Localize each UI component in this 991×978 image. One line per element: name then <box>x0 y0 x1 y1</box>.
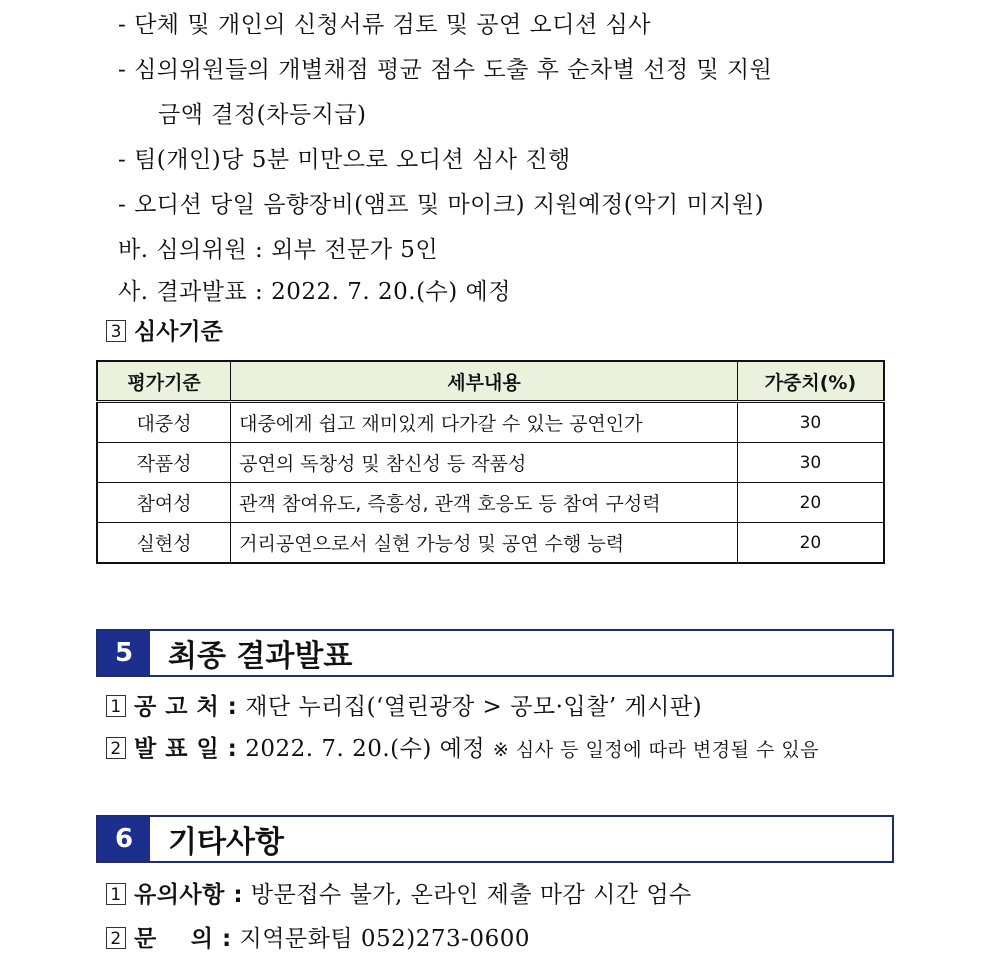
cell-weight: 20 <box>737 523 884 564</box>
col-header-weight: 가중치(%) <box>737 361 884 402</box>
number-box-2: 2 <box>106 927 126 949</box>
section-5-header <box>96 629 894 677</box>
section-6-item-contact <box>106 924 530 954</box>
table-row <box>97 523 884 564</box>
schedule-change-note: ※ 심사 등 일정에 따라 변경될 수 있음 <box>492 739 820 761</box>
table-row <box>97 483 884 523</box>
value-notes: 방문접수 불가, 온라인 제출 마감 시간 엄수 <box>250 882 692 908</box>
label-notes: 유의사항 : <box>134 882 244 908</box>
number-box-2: 2 <box>106 737 126 759</box>
section-5-number: 5 <box>98 631 150 675</box>
section-6-number: 6 <box>98 817 150 861</box>
table-row <box>97 402 884 443</box>
cell-criteria: 작품성 <box>97 443 231 483</box>
bullet-review-documents: - 단체 및 개인의 신청서류 검토 및 공연 오디션 심사 <box>118 12 651 38</box>
cell-criteria: 실현성 <box>97 523 231 564</box>
section-6-header <box>96 815 894 863</box>
value-contact: 지역문화팀 052)273-0600 <box>239 926 530 952</box>
section-5-item-posting <box>106 692 702 722</box>
value-posting: 재단 누리집(‘열린광장 > 공모·입찰’ 게시판) <box>245 694 703 720</box>
cell-weight: 20 <box>737 483 884 523</box>
table-row <box>97 443 884 483</box>
cell-details: 대중에게 쉽고 재미있게 다가갈 수 있는 공연인가 <box>231 402 738 443</box>
cell-criteria: 대중성 <box>97 402 231 443</box>
bullet-audition-time: - 팀(개인)당 5분 미만으로 오디션 심사 진행 <box>118 147 571 173</box>
cell-criteria: 참여성 <box>97 483 231 523</box>
criteria-title: 심사기준 <box>134 319 223 345</box>
bullet-scoring-cont: 금액 결정(차등지급) <box>158 102 367 128</box>
label-contact: 문 의 : <box>134 926 232 952</box>
item-result-date: 사. 결과발표 : 2022. 7. 20.(수) 예정 <box>118 279 511 305</box>
cell-weight: 30 <box>737 443 884 483</box>
label-announce-date: 발 표 일 : <box>134 736 238 762</box>
col-header-criteria: 평가기준 <box>97 361 231 402</box>
table-header-row <box>97 361 884 402</box>
col-header-details: 세부내용 <box>231 361 738 402</box>
criteria-table <box>96 360 885 564</box>
section-6-title: 기타사항 <box>168 825 284 860</box>
cell-details: 관객 참여유도, 즉흥성, 관객 호응도 등 참여 구성력 <box>231 483 738 523</box>
number-box-1: 1 <box>106 883 126 905</box>
section-5-item-announce <box>106 734 819 765</box>
section-6-item-notes <box>106 880 692 910</box>
bullet-scoring: - 심의위원들의 개별채점 평균 점수 도출 후 순차별 선정 및 지원 <box>118 57 773 83</box>
number-box-3: 3 <box>106 320 126 342</box>
bullet-sound-equipment: - 오디션 당일 음향장비(앰프 및 마이크) 지원예정(악기 미지원) <box>118 192 765 218</box>
value-announce-date: 2022. 7. 20.(수) 예정 <box>245 736 486 762</box>
cell-weight: 30 <box>737 402 884 443</box>
cell-details: 거리공연으로서 실현 가능성 및 공연 수행 능력 <box>231 523 738 564</box>
section-5-title: 최종 결과발표 <box>168 639 353 674</box>
item-committee: 바. 심의위원 : 외부 전문가 5인 <box>118 237 439 263</box>
criteria-heading <box>106 317 223 347</box>
label-posting: 공 고 처 : <box>134 694 238 720</box>
number-box-1: 1 <box>106 695 126 717</box>
cell-details: 공연의 독창성 및 참신성 등 작품성 <box>231 443 738 483</box>
